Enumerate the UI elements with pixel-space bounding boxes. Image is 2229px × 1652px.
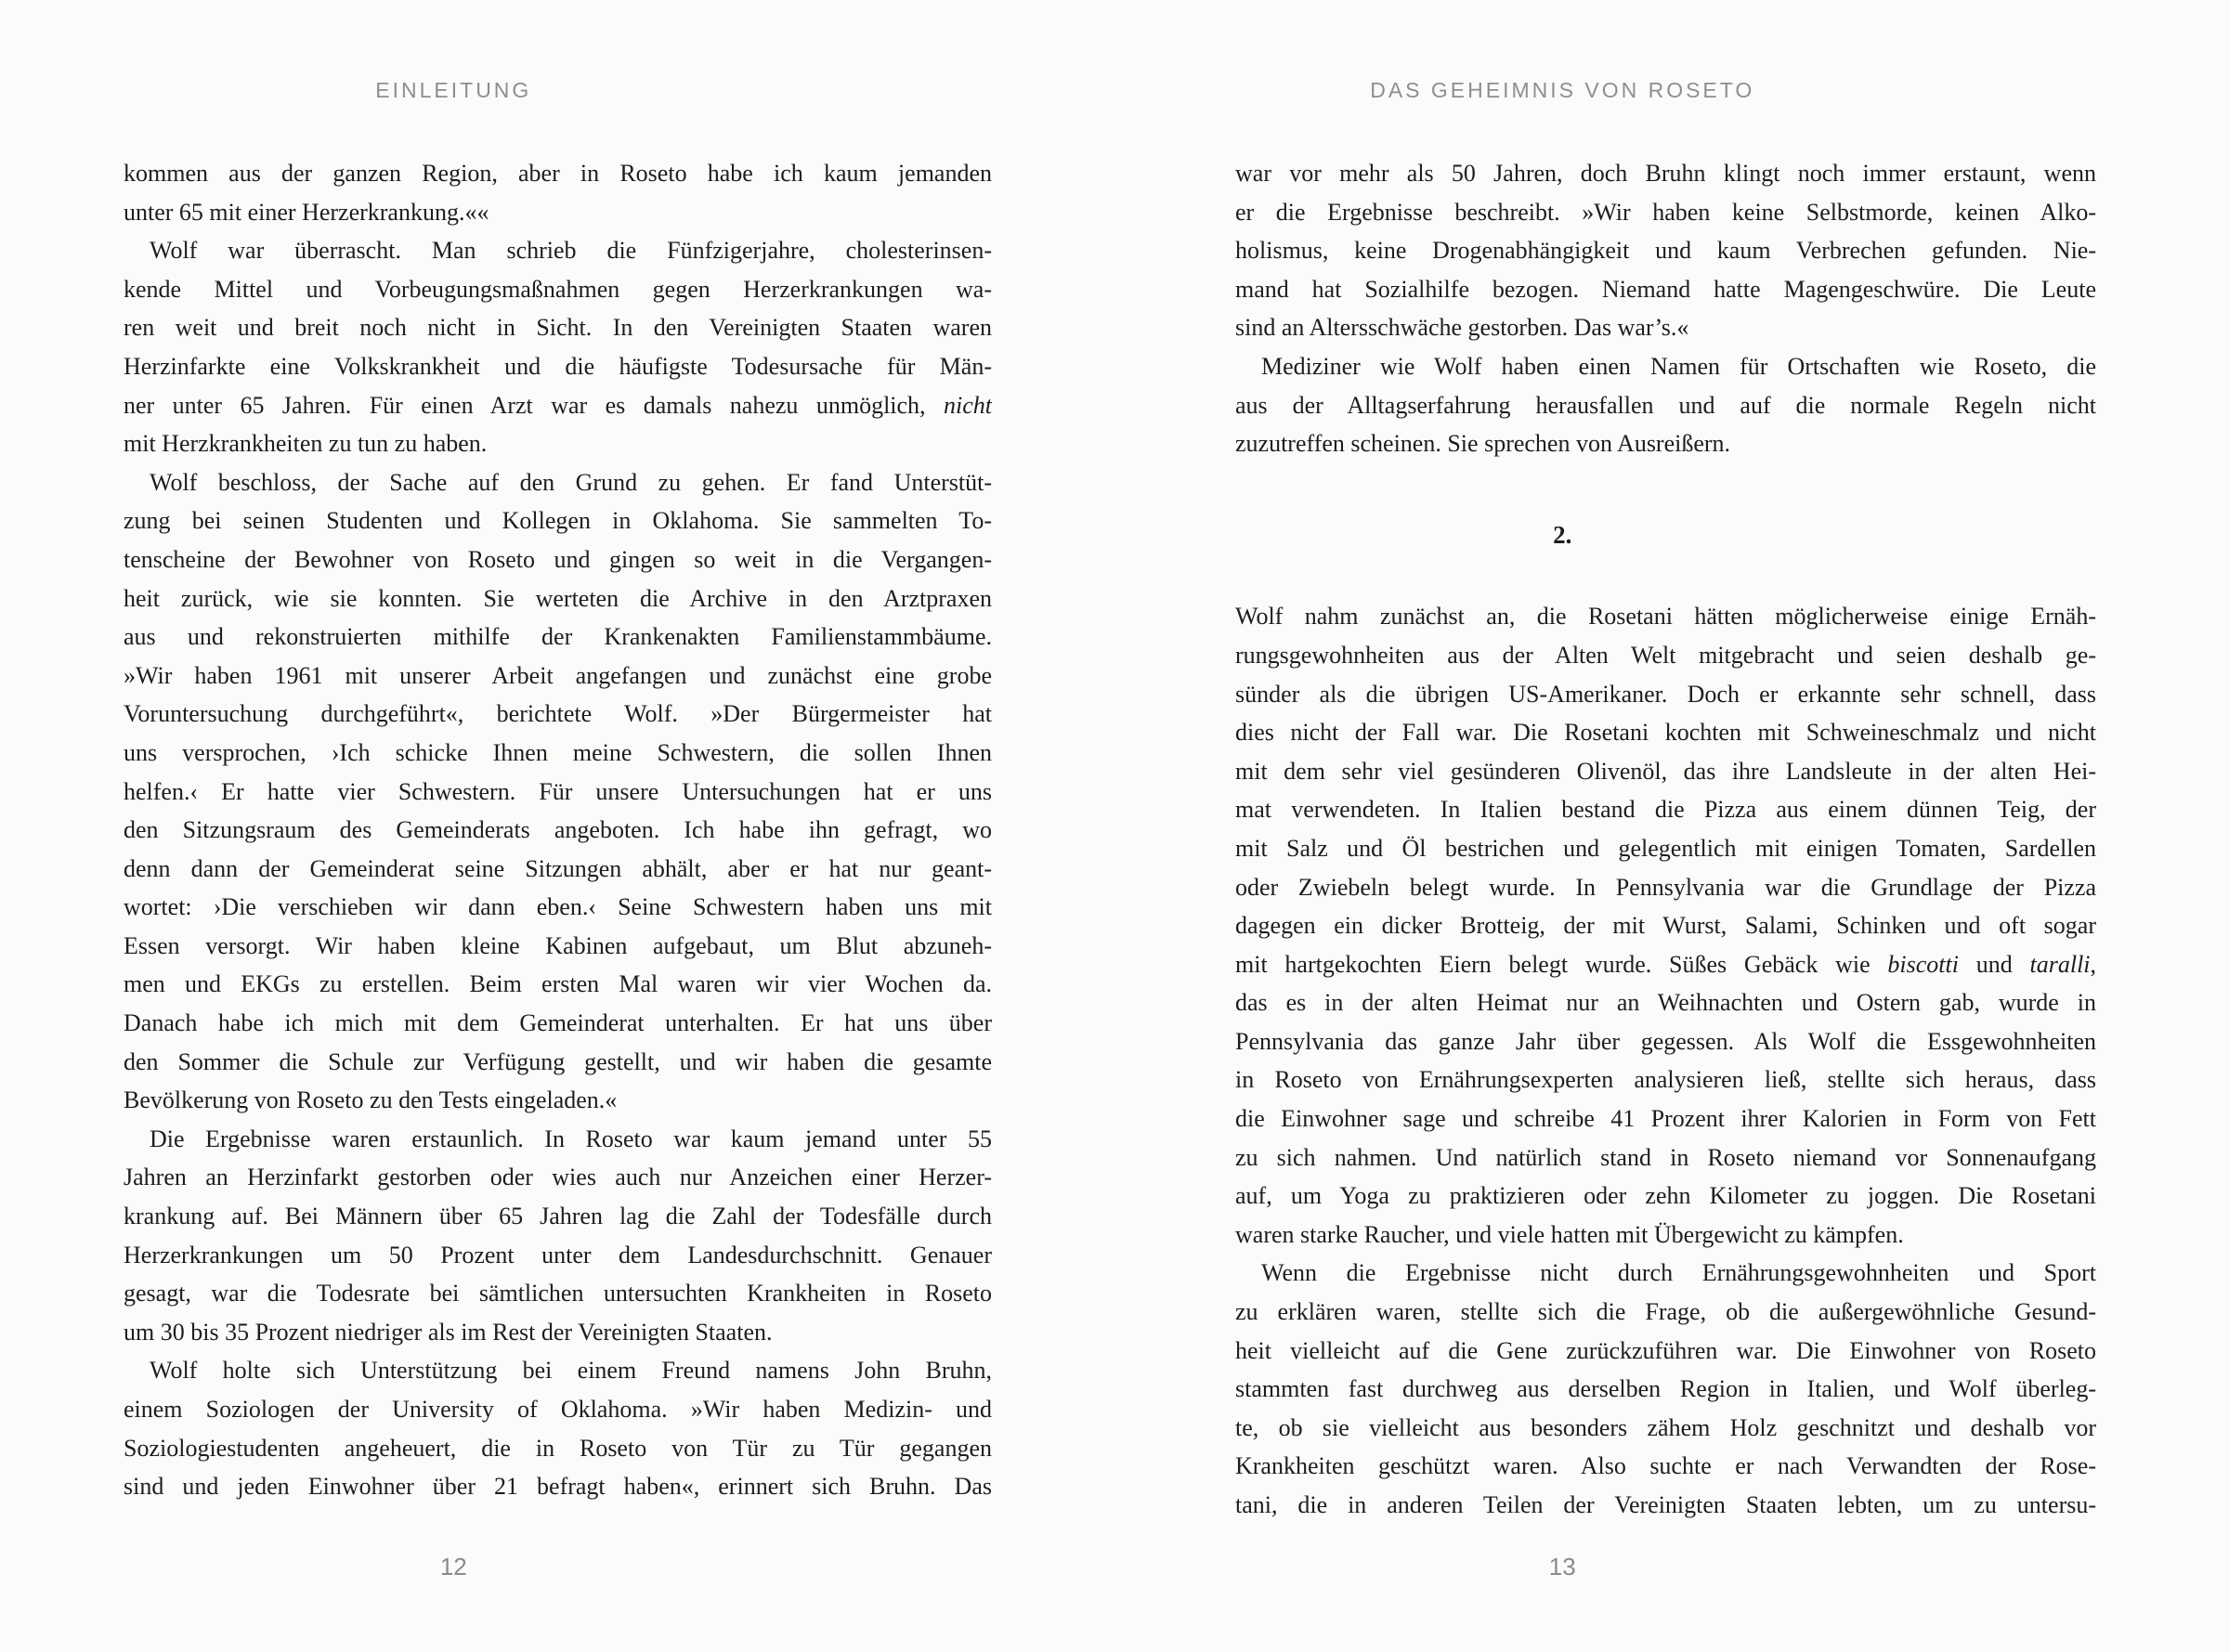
text-line: sind an Altersschwäche gestorben. Das war’s.«	[1235, 314, 1689, 342]
text-line: Mediziner wie Wolf haben einen Namen für Ortschaften wie Roseto, die	[1261, 352, 2096, 380]
text-line: waren starke Raucher, und viele hatten mit Übergewicht zu kämpfen.	[1235, 1220, 1904, 1248]
text-line: helfen.‹ Er hatte vier Schwestern. Für unsere Untersuchungen hat er uns	[124, 777, 992, 805]
text-line: gesagt, war die Todesrate bei sämtlichen untersuchten Krankheiten in Roseto	[124, 1280, 992, 1307]
running-head-right: DAS GEHEIMNIS VON ROSETO	[1370, 78, 1755, 102]
text-line: »Wir haben 1961 mit unserer Arbeit angefangen und zunächst eine grobe	[124, 661, 992, 689]
text-line: den Sommer die Schule zur Verfügung gestellt, und wir haben die gesamte	[124, 1047, 992, 1075]
text-line: wortet: ›Die verschieben wir dann eben.‹ Seine Schwestern haben uns mit	[124, 893, 992, 921]
paragraph	[1235, 154, 2096, 347]
text-line: krankung auf. Bei Männern über 65 Jahren lag die Zahl der Todesfälle durch	[124, 1203, 992, 1230]
text-line: mit Salz und Öl bestrichen und gelegentlich mit einigen Tomaten, Sardellen	[1235, 834, 2096, 862]
text-line: Soziologiestudenten angeheuert, die in Roseto von Tür zu Tür gegangen	[124, 1434, 992, 1462]
text-line: tani, die in anderen Teilen der Vereinigten Staaten lebten, um zu untersu-	[1235, 1491, 2096, 1518]
text-line: Herzinfarkte eine Volkskrankheit und die häufigste Todesursache für Män-	[124, 352, 992, 380]
text-line: dagegen ein dicker Brotteig, der mit Wurst, Salami, Schinken und oft sogar	[1235, 912, 2096, 940]
page-number-left: 12	[439, 1553, 467, 1580]
paragraph	[124, 154, 992, 231]
text-line: die Einwohner sage und schreibe 41 Prozent ihrer Kalorien in Form von Fett	[1235, 1105, 2096, 1133]
section-number: 2.	[1553, 520, 1572, 549]
text-line: Wolf nahm zunächst an, die Rosetani hätten möglicherweise einige Ernäh-	[1235, 603, 2096, 631]
running-head-left: EINLEITUNG	[375, 78, 532, 102]
text-line: mit dem sehr viel gesünderen Olivenöl, das ihre Landsleute in der alten Hei-	[1235, 757, 2096, 785]
text-line: te, ob sie vielleicht aus besonders zähem Holz geschnitzt und deshalb vor	[1235, 1413, 2096, 1441]
text-line: mand hat Sozialhilfe bezogen. Niemand hatte Magengeschwüre. Die Leute	[1235, 275, 2096, 303]
text-line: um 30 bis 35 Prozent niedriger als im Rest der Vereinigten Staaten.	[124, 1318, 773, 1346]
text-line: er die Ergebnisse beschreibt. »Wir haben keine Selbstmorde, keinen Alko-	[1235, 198, 2096, 226]
paragraph	[124, 463, 992, 1120]
text-line: Essen versorgt. Wir haben kleine Kabinen aufgebaut, um Blut abzuneh-	[124, 931, 992, 959]
text-line: heit zurück, wie sie konnten. Sie werteten die Archive in den Arztpraxen	[124, 584, 992, 612]
text-line: zu erklären waren, stellte sich die Frage, ob die außergewöhnliche Gesund-	[1235, 1298, 2096, 1326]
text-line: holismus, keine Drogenabhängigkeit und kaum Verbrechen gefunden. Nie-	[1235, 237, 2096, 265]
text-line: kommen aus der ganzen Region, aber in Roseto habe ich kaum jemanden	[124, 160, 992, 187]
paragraph	[1235, 347, 2096, 463]
text-line: aus der Alltagserfahrung herausfallen und auf die normale Regeln nicht	[1235, 391, 2096, 419]
text-line: Die Ergebnisse waren erstaunlich. In Roseto war kaum jemand unter 55	[150, 1125, 992, 1152]
page-text-left	[124, 154, 992, 1506]
text-line: Voruntersuchung durchgeführt«, berichtete Wolf. »Der Bürgermeister hat	[124, 700, 992, 728]
text-line: zung bei seinen Studenten und Kollegen in Oklahoma. Sie sammelten To-	[124, 507, 992, 535]
text-line: Krankheiten geschützt waren. Also suchte er nach Verwandten der Rose-	[1235, 1452, 2096, 1480]
text-line: Wenn die Ergebnisse nicht durch Ernährungsgewohnheiten und Sport	[1261, 1259, 2096, 1287]
text-line: Herzerkrankungen um 50 Prozent unter dem Landesdurchschnitt. Genauer	[124, 1241, 992, 1268]
text-line: mit Herzkrankheiten zu tun zu haben.	[124, 430, 488, 458]
text-line: tenscheine der Bewohner von Roseto und gingen so weit in die Vergangen-	[124, 545, 992, 573]
text-line: sind und jeden Einwohner über 21 befragt haben«, erinnert sich Bruhn. Das	[124, 1473, 992, 1501]
text-line: den Sitzungsraum des Gemeinderats angeboten. Ich habe ihn gefragt, wo	[124, 816, 992, 844]
text-line: rungsgewohnheiten aus der Alten Welt mitgebracht und seien deshalb ge-	[1235, 641, 2096, 669]
text-line: das es in der alten Heimat nur an Weihnachten und Ostern gab, wurde in	[1235, 989, 2096, 1017]
text-line: Bevölkerung von Roseto zu den Tests eingeladen.«	[124, 1086, 618, 1114]
text-line: zu sich nahmen. Und natürlich stand in Roseto niemand vor Sonnenaufgang	[1235, 1143, 2096, 1171]
text-line: einem Soziologen der University of Oklahoma. »Wir haben Medizin- und	[124, 1396, 992, 1423]
text-line: kende Mittel und Vorbeugungsmaßnahmen gegen Herzerkrankungen wa-	[124, 275, 992, 303]
page-number-right: 13	[1548, 1553, 1576, 1580]
text-line: Pennsylvania das ganze Jahr über gegessen. Als Wolf die Essgewohnheiten	[1235, 1027, 2096, 1055]
text-line: Wolf holte sich Unterstützung bei einem Freund namens John Bruhn,	[150, 1357, 992, 1385]
text-line: denn dann der Gemeinderat seine Sitzungen abhält, aber er hat nur geant-	[124, 854, 992, 882]
text-line: in Roseto von Ernährungsexperten analysieren ließ, stellte sich heraus, dass	[1235, 1066, 2096, 1094]
text-line: auf, um Yoga zu praktizieren oder zehn Kilometer zu joggen. Die Rosetani	[1235, 1182, 2096, 1210]
text-line: dies nicht der Fall war. Die Rosetani kochten mit Schweineschmalz und nicht	[1235, 719, 2096, 747]
text-line: Wolf beschloss, der Sache auf den Grund zu gehen. Er fand Unterstüt-	[150, 468, 992, 496]
paragraph	[124, 1351, 992, 1505]
paragraph	[124, 1120, 992, 1352]
page-left	[124, 0, 992, 1652]
text-line: ner unter 65 Jahren. Für einen Arzt war es damals nahezu unmöglich, nicht	[124, 391, 992, 419]
text-line: Wolf war überrascht. Man schrieb die Fünfzigerjahre, cholesterinsen-	[150, 237, 992, 265]
paragraph	[1235, 597, 2096, 1254]
page-text-right	[1235, 154, 2096, 1525]
text-line: Danach habe ich mich mit dem Gemeinderat unterhalten. Er hat uns über	[124, 1009, 992, 1037]
page-right	[1235, 0, 2096, 1652]
text-line: war vor mehr als 50 Jahren, doch Bruhn klingt noch immer erstaunt, wenn	[1235, 160, 2096, 187]
text-line: unter 65 mit einer Herzerkrankung.««	[124, 198, 489, 226]
text-line: heit vielleicht auf die Gene zurückzuführen war. Die Einwohner von Roseto	[1235, 1336, 2096, 1364]
paragraph	[1235, 1254, 2096, 1524]
text-line: men und EKGs zu erstellen. Beim ersten Mal waren wir vier Wochen da.	[124, 970, 992, 998]
text-line: sünder als die übrigen US-Amerikaner. Doch er erkannte sehr schnell, dass	[1235, 680, 2096, 708]
text-line: uns versprochen, ›Ich schicke Ihnen meine Schwestern, die sollen Ihnen	[124, 738, 992, 766]
text-line: mat verwendeten. In Italien bestand die Pizza aus einem dünnen Teig, der	[1235, 796, 2096, 824]
text-line: zuzutreffen scheinen. Sie sprechen von Ausreißern.	[1235, 430, 1731, 458]
text-line: ren weit und breit noch nicht in Sicht. In den Vereinigten Staaten waren	[124, 314, 992, 342]
paragraph	[124, 231, 992, 463]
text-line: aus und rekonstruierten mithilfe der Krankenakten Familienstammbäume.	[124, 623, 992, 651]
text-line: stammten fast durchweg aus derselben Region in Italien, und Wolf überleg-	[1235, 1375, 2096, 1403]
text-line: mit hartgekochten Eiern belegt wurde. Süßes Gebäck wie biscotti und taralli,	[1235, 950, 2096, 978]
text-line: oder Zwiebeln belegt wurde. In Pennsylvania war die Grundlage der Pizza	[1235, 873, 2096, 901]
text-line: Jahren an Herzinfarkt gestorben oder wies auch nur Anzeichen einer Herzer-	[124, 1164, 992, 1191]
